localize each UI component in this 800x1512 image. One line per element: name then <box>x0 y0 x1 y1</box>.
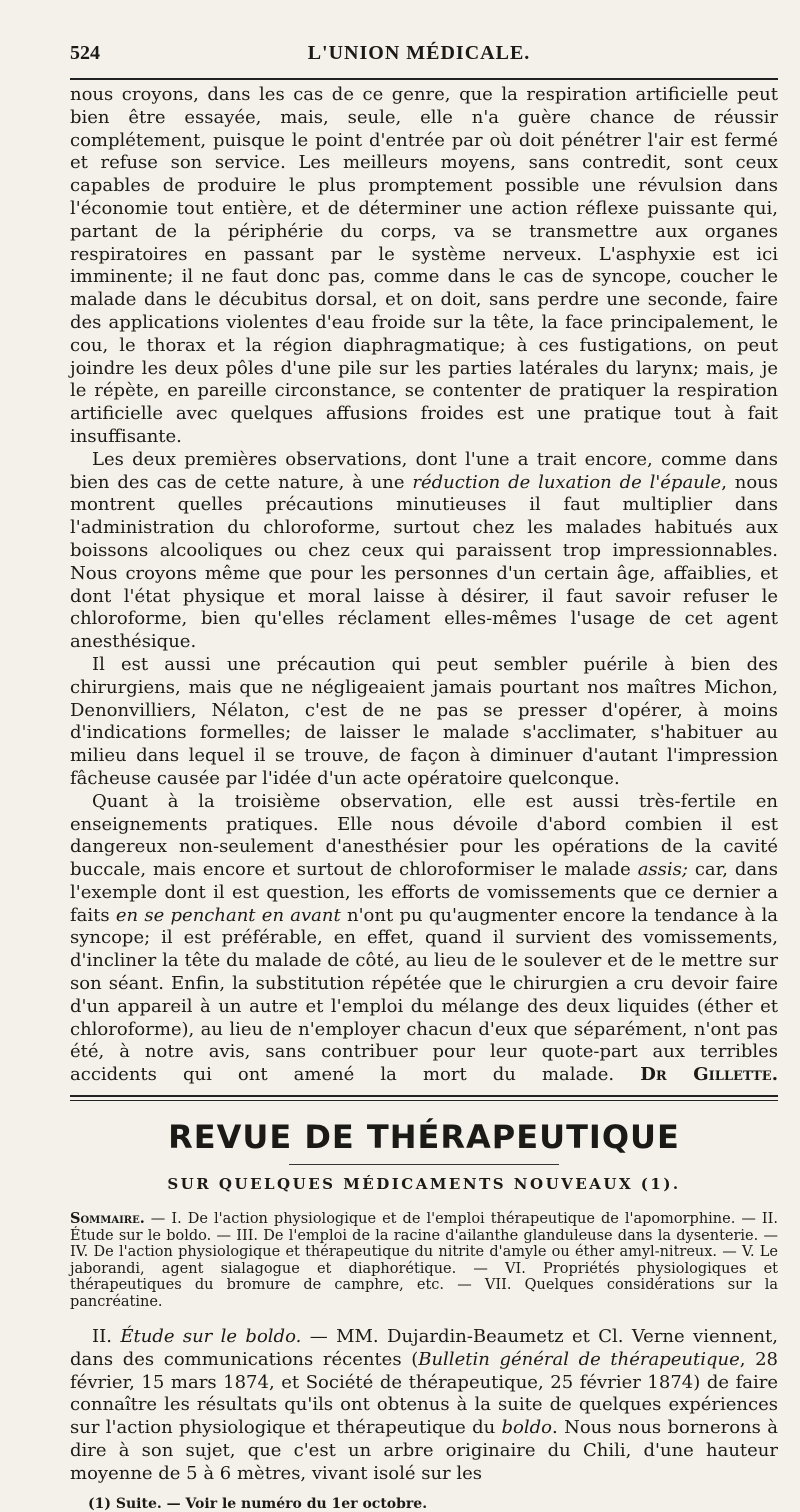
title-rule <box>289 1164 559 1165</box>
page-header <box>70 42 778 72</box>
header-rule <box>70 78 778 80</box>
paragraph: Il est aussi une précaution qui peut sembler puérile à bien des chirurgiens, mais que ne négligeaient jamais pourtant nos maîtres Michon, Denonvilliers, Nélaton, c'est de ne pas se presser d'opérer, à moins d'indications formelles; de laisser le malade s'acclimater, s'habituer au milieu dans lequel il se trouve, de façon à diminuer d'autant l'impression fâcheuse causée par l'idée d'un acte opératoire quelconque. <box>70 653 778 789</box>
section-subtitle: SUR QUELQUES MÉDICAMENTS NOUVEAUX (1). <box>167 1175 681 1194</box>
paragraph: Les deux premières observations, dont l'une a trait encore, comme dans bien des cas de cette nature, à une réduction de luxation de l'épaule, nous montrent quelles précautions minutieuses il faut multiplier dans l'administration du chloroforme, surtout chez les malades habitués aux boissons alcooliques ou chez ceux qui paraissent trop impressionnables. Nous croyons même que pour les personnes d'un certain âge, affaiblies, et dont l'état physique et moral laisse à désirer, il faut savoir refuser le chloroforme, bien qu'elles réclament elles-mêmes l'usage de cet agent anesthésique. <box>70 448 778 653</box>
paragraph: nous croyons, dans les cas de ce genre, que la respiration artificielle peut bien être essayée, mais, seule, elle n'a guère chance de réussir complétement, puisque le point d'entrée par où doit pénétrer l'air est fermé et refuse son service. Les meilleurs moyens, sans contredit, sont ceux capables de produire le plus promptement possible une révulsion dans l'économie tout entière, et de déterminer une action réflexe puissante qui, partant de la périphérie du corps, va se transmettre aux organes respiratoires en passant par le système nerveux. L'asphyxie est ici imminente; il ne faut donc pas, comme dans le cas de syncope, coucher le malade dans le décubitus dorsal, et on doit, sans perdre une seconde, faire des applications violentes d'eau froide sur la tête, la face principalement, le cou, le thorax et la région diaphragmatique; à ces fustigations, on peut joindre les deux pôles d'une pile sur les parties latérales du larynx; mais, je le répète, en pareille circonstance, se contenter de pratiquer la respiration artificielle avec quelques affusions froides est une pratique tout à fait insuffisante. <box>70 84 778 447</box>
paragraph: II. Étude sur le boldo. — MM. Dujardin-Beaumetz et Cl. Verne viennent, dans des communications récentes (Bulletin général de thérapeutique, 28 février, 15 mars 1874, et Société de thérapeutique, 25 février 1874) de faire connaître les résultats qu'ils ont obtenus à la suite de quelques expériences sur l'action physiologique et thérapeutique du boldo. Nous nous bornerons à dire à son sujet, que c'est un arbre originaire du Chili, d'une hauteur moyenne de 5 à 6 mètres, vivant isolé sur les <box>70 1326 779 1484</box>
paragraph: Quant à la troisième observation, elle est aussi très-fertile en enseignements pratiques. Elle nous dévoile d'abord combien il est dangereux non-seulement d'anesthésier pour les opérations de la cavité buccale, mais encore et surtout de chloroformiser le malade assis; car, dans l'exemple dont il est question, les efforts de vomissements que ce dernier a faits en se penchant en avant n'ont pu qu'augmenter encore la tendance à la syncope; il est préférable, en effet, quand il survient des vomissements, d'incliner la tête du malade de côté, au lieu de le soulever et de le mettre sur son séant. Enfin, la substitution répétée que le chirurgien a cru devoir faire d'un appareil à un autre et l'emploi du mélange des deux liquides (éther et chloroforme), au lieu de n'employer chacun d'eux que séparément, n'ont pas été, à notre avis, sans contribuer pour leur quote-part aux terribles accidents qui ont amené la mort du malade. Dr Gillette. <box>70 790 779 1086</box>
running-title: L'UNION MÉDICALE. <box>307 42 531 64</box>
footnote: (1) Suite. — Voir le numéro du 1er octobre. <box>88 1495 428 1512</box>
summary: Sommaire. — I. De l'action physiologique et de l'emploi thérapeutique de l'apomorphine. — II. Étude sur le boldo. — III. De l'emploi de la racine d'ailanthe glanduleuse dans la dysenterie. — IV. De l'action physiologique et thérapeutique du nitrite d'amyle ou éther amyl-nitreux. — V. Le jaborandi, agent sialagogue et diaphorétique. — VI. Propriétés physiologiques et thérapeutiques du bromure de camphre, etc. — VII. Quelques considérations sur la pancréatine. <box>70 1210 778 1310</box>
study-body <box>70 1326 778 1486</box>
section-title: REVUE DE THÉRAPEUTIQUE <box>168 1118 680 1157</box>
article-body <box>70 84 778 1087</box>
section-divider <box>70 1095 778 1104</box>
author-signature: Dr Gillette. <box>640 1064 778 1086</box>
summary-lead: Sommaire. <box>70 1210 145 1228</box>
page-number: 524 <box>70 42 100 64</box>
